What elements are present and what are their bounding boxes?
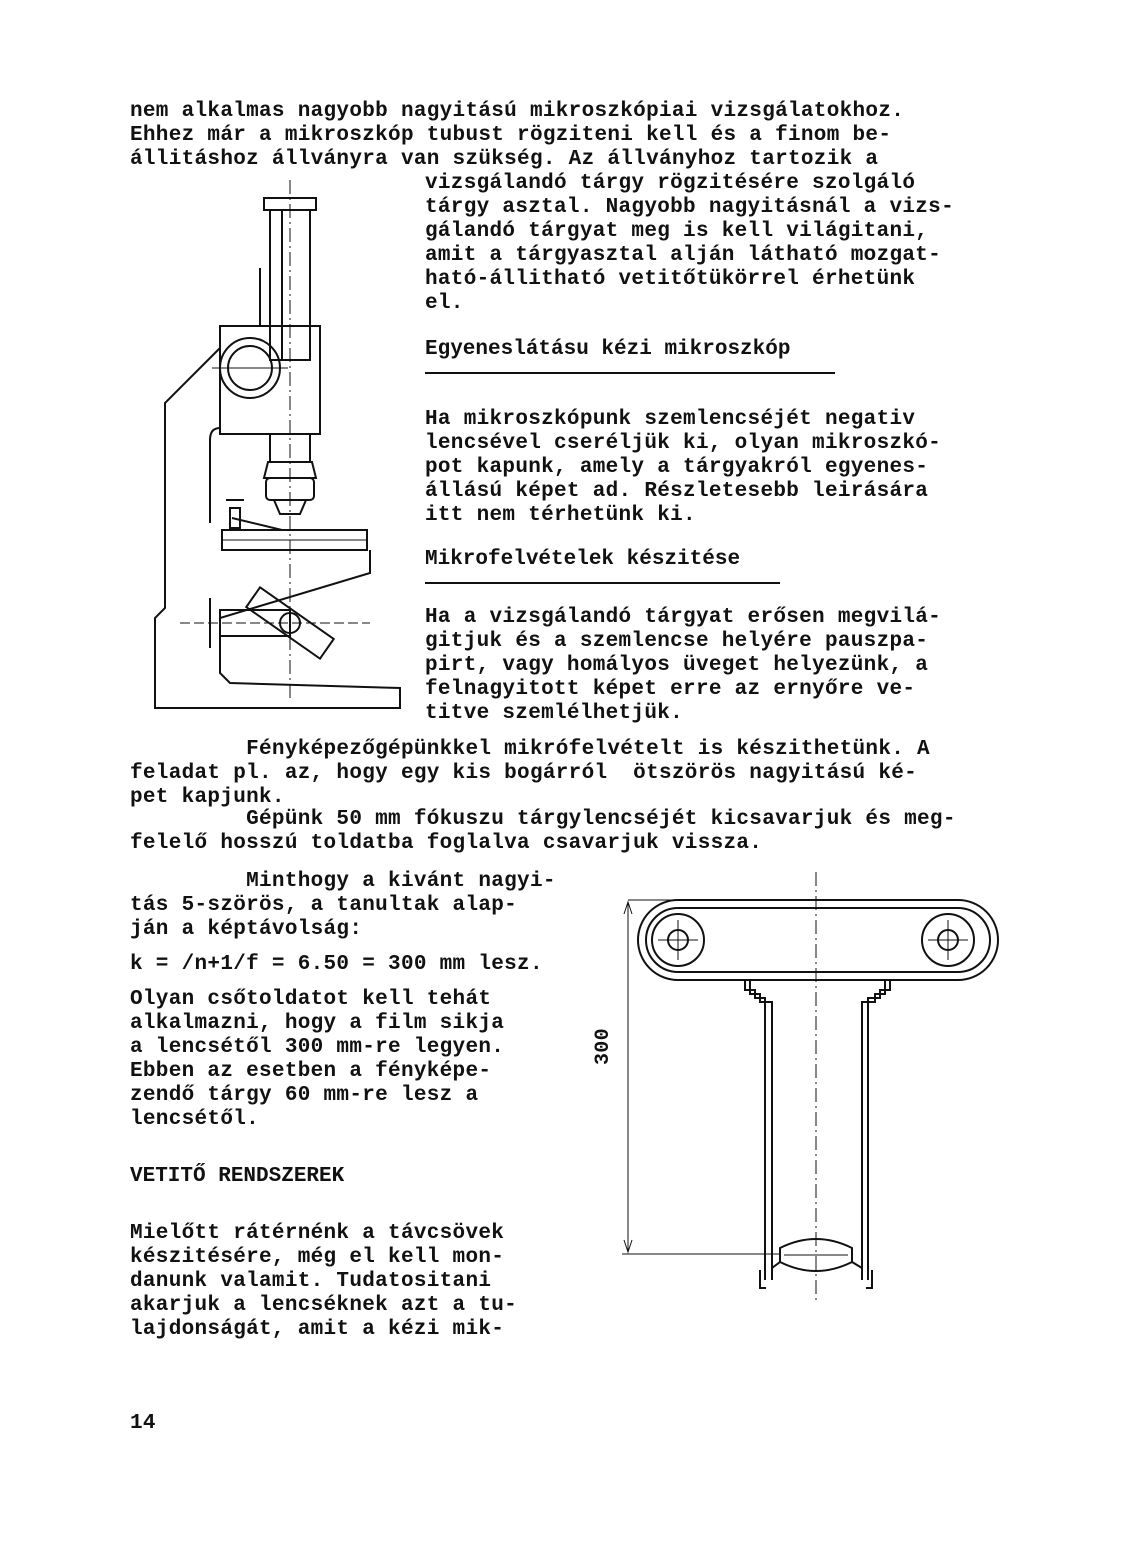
- para-8-line-5: lajdonságát, amit a kézi mik-: [130, 1318, 505, 1341]
- para-7-line-2: alkalmazni, hogy a film sikja: [130, 1012, 505, 1035]
- para-4-line-2: feladat pl. az, hogy egy kis bogárról ötszörös nagyitású ké-: [130, 762, 918, 785]
- heading-vetito-rendszerek: VETITŐ RENDSZEREK: [130, 1165, 345, 1188]
- para-6-line-3: ján a képtávolság:: [130, 918, 363, 941]
- para-2-line-3: pot kapunk, amely a tárgyakról egyenes-: [425, 456, 929, 479]
- para-2-line-5: itt nem térhetünk ki.: [425, 504, 696, 527]
- dimension-label: 300: [592, 1028, 615, 1065]
- para-4-line-3: pet kapjunk.: [130, 786, 285, 809]
- para-7-line-3: a lencsétől 300 mm-re legyen.: [130, 1036, 505, 1059]
- para-3-line-4: felnagyitott képet erre az ernyőre ve-: [425, 678, 916, 701]
- right-col-line-1: vizsgálandó tárgy rögzitésére szolgáló: [425, 172, 916, 195]
- right-col-line-4: amit a tárgyasztal alján látható mozgat-: [425, 244, 942, 267]
- right-col-line-3: gálandó tárgyat meg is kell világitani,: [425, 220, 929, 243]
- para-8-line-3: danunk valamit. Tudatositani: [130, 1270, 492, 1293]
- para-4-line-1: Fényképezőgépünkkel mikrófelvételt is készithetünk. A: [130, 738, 930, 761]
- para-6-line-1: Minthogy a kivánt nagyi-: [130, 870, 556, 893]
- para-3-line-1: Ha a vizsgálandó tárgyat erősen megvilá-: [425, 606, 942, 629]
- heading-2-underline: [425, 582, 780, 584]
- para-8-line-4: akarjuk a lencséknek azt a tu-: [130, 1294, 518, 1317]
- microscope-diagram: [140, 178, 410, 723]
- para-6-line-2: tás 5-szörös, a tanultak alap-: [130, 894, 518, 917]
- heading-1-underline: [425, 372, 835, 374]
- right-col-line-2: tárgy asztal. Nagyobb nagyitásnál a vizs-: [425, 196, 954, 219]
- para-7-line-1: Olyan csőtoldatot kell tehát: [130, 988, 492, 1011]
- heading-egyeneslatasu: Egyeneslátásu kézi mikroszkóp: [425, 338, 791, 361]
- formula: k = /n+1/f = 6.50 = 300 mm lesz.: [130, 953, 543, 976]
- extension-tube-diagram: [600, 870, 1020, 1310]
- para-2-line-2: lencsével cseréljük ki, olyan mikroszkó-: [425, 432, 942, 455]
- intro-line-1: nem alkalmas nagyobb nagyitású mikroszkópiai vizsgálatokhoz.: [130, 100, 905, 123]
- para-8-line-2: készitésére, még el kell mon-: [130, 1246, 505, 1269]
- para-5-line-2: felelő hosszú toldatba foglalva csavarjuk vissza.: [130, 832, 763, 855]
- para-8-line-1: Mielőtt rátérnénk a távcsövek: [130, 1222, 505, 1245]
- para-2-line-1: Ha mikroszkópunk szemlencséjét negativ: [425, 408, 916, 431]
- heading-mikrofelvetelek: Mikrofelvételek készitése: [425, 548, 741, 571]
- page-number: 14: [130, 1412, 156, 1435]
- para-7-line-5: zendő tárgy 60 mm-re lesz a: [130, 1084, 479, 1107]
- right-col-line-5: ható-állitható vetitőtükörrel érhetünk: [425, 268, 916, 291]
- para-5-line-1: Gépünk 50 mm fókuszu tárgylencséjét kicsavarjuk és meg-: [130, 808, 956, 831]
- intro-line-3: állitáshoz állványra van szükség. Az állványhoz tartozik a: [130, 148, 879, 171]
- intro-line-2: Ehhez már a mikroszkóp tubust rögziteni kell és a finom be-: [130, 124, 892, 147]
- para-3-line-3: pirt, vagy homályos üveget helyezünk, a: [425, 654, 929, 677]
- para-7-line-4: Ebben az esetben a fényképe-: [130, 1060, 492, 1083]
- para-2-line-4: állású képet ad. Részletesebb leirására: [425, 480, 929, 503]
- para-3-line-5: titve szemlélhetjük.: [425, 702, 684, 725]
- para-7-line-6: lencsétől.: [130, 1108, 260, 1131]
- para-3-line-2: gitjuk és a szemlencse helyére pauszpa-: [425, 630, 929, 653]
- right-col-line-6: el.: [425, 292, 464, 315]
